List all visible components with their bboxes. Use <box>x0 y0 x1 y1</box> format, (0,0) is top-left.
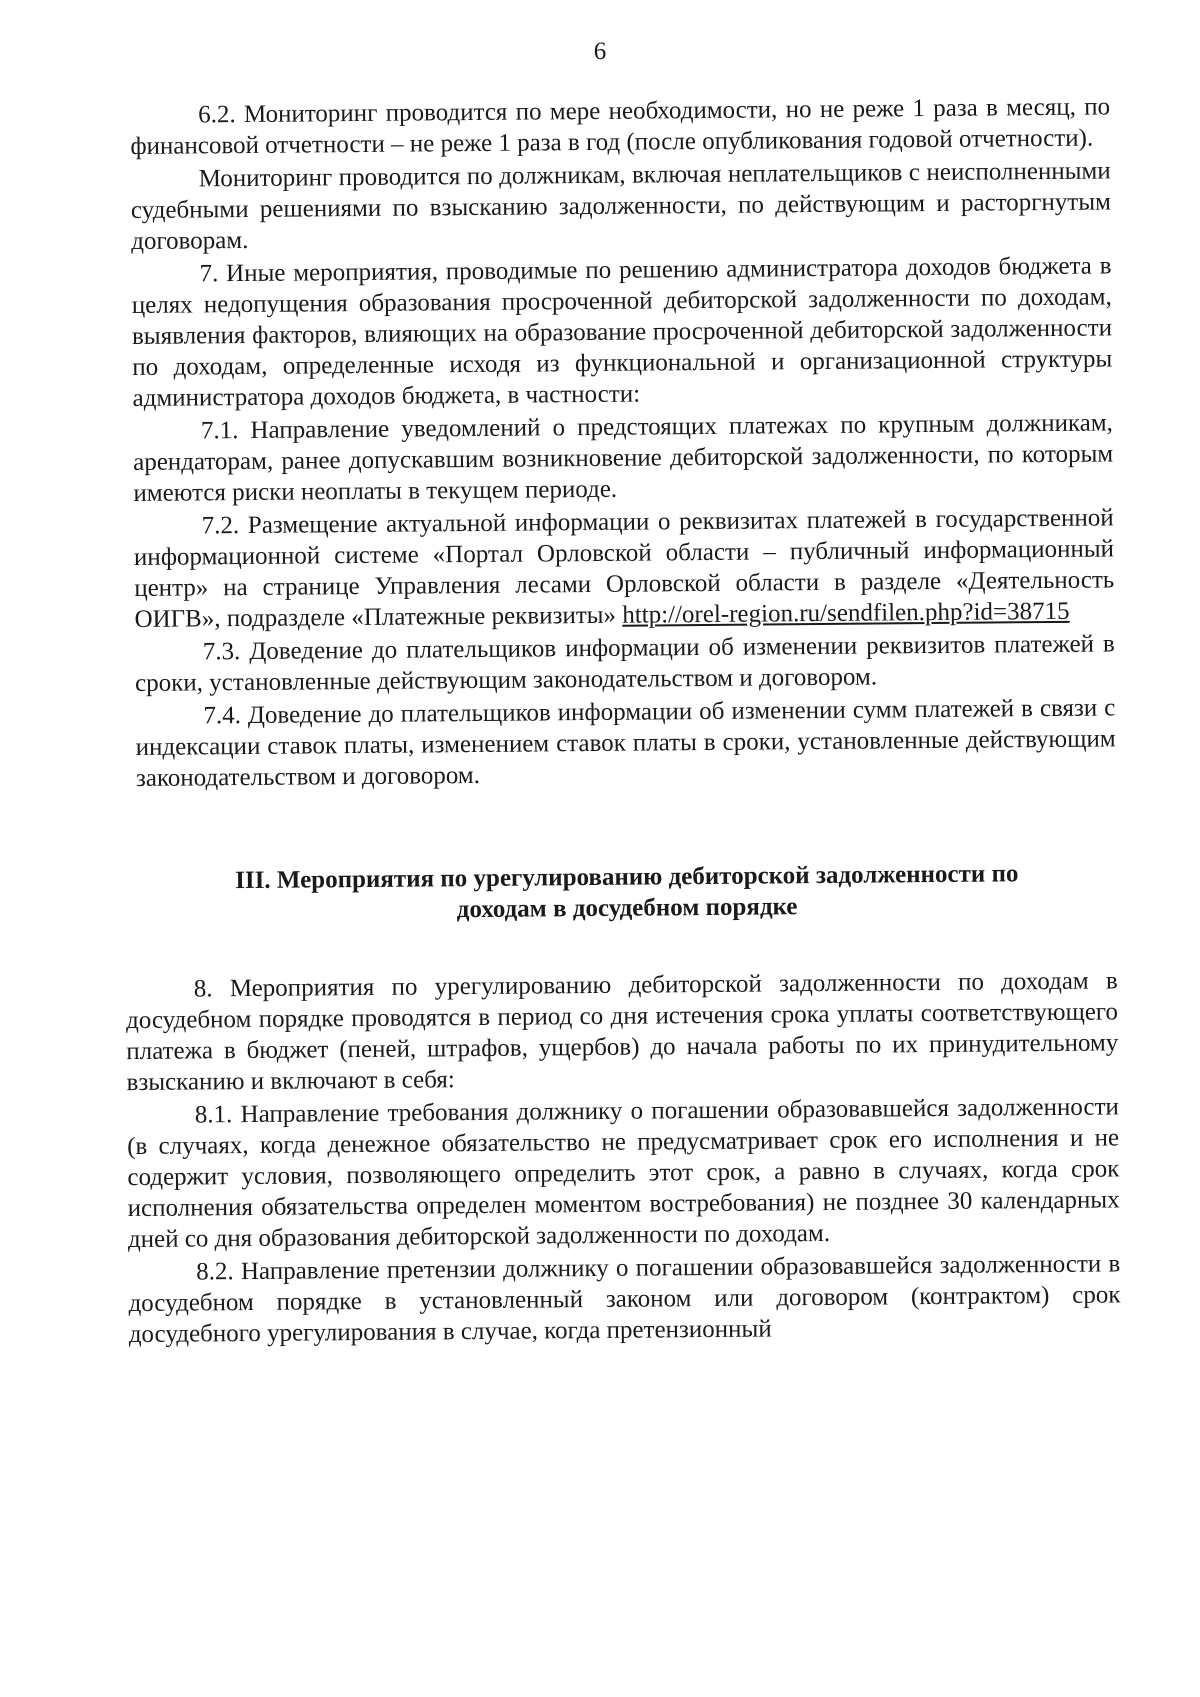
paragraph-8-1: 8.1. Направление требования должнику о погашении образовавшейся задолженности (в случаях, когда денежное обязательство не предусматривает срок его исполнения и не содержит условия, позволяющего определить этот срок, а равно в случаях, когда срок исполнения обязательства определен моментом востребования) не позднее 30 календарных дней со дня образования дебиторской задолженности по доходам. <box>127 1093 1120 1254</box>
paragraph-7-4: 7.4. Доведение до плательщиков информации об изменении сумм платежей в связи с индексации ставок платы, изменением ставок платы в сроки, установленные действующим законодательством и договором. <box>135 694 1116 792</box>
paragraph-7-2 <box>134 502 1115 635</box>
section-3-heading: III. Мероприятия по урегулированию дебиторской задолженности по доходам в досудебном порядке <box>235 860 1019 924</box>
payment-details-link[interactable]: http://orel-region.ru/sendfilen.php?id=38715 <box>622 597 1070 629</box>
paragraph-7: 7. Иные мероприятия, проводимые по решению администратора доходов бюджета в целях недопущения образования просроченной дебиторской задолженности по доходам, выявления факторов, влияющих на образование просроченной дебиторской задолженности по доходам, определенные исходя из функциональной и организационной структуры администратора доходов бюджета, в частности: <box>131 252 1113 412</box>
page-number: 6 <box>593 38 607 65</box>
document-body <box>125 91 1121 1350</box>
paragraph-7-2-text: 7.2. Размещение актуальной информации о реквизитах платежей в государственной информационной системе «Портал Орловской области – публичный информационный центр» на странице Управления лесами Орловской области в разделе «Деятельность ОИГВ», подразделе «Платежные реквизиты» <box>133 504 1115 633</box>
paragraph-7-3: 7.3. Доведение до плательщиков информации об изменении реквизитов платежей в сроки, установленные действующим законодательством и договором. <box>134 630 1115 697</box>
section-3-body <box>126 965 1121 1350</box>
paragraph-8: 8. Мероприятия по урегулированию дебиторской задолженности по доходам в досудебном порядке проводятся в период со дня истечения срока уплаты соответствующего платежа в бюджет (пеней, штрафов, ущербов) до начала работы по их принудительному взысканию и включают в себя: <box>125 967 1119 1097</box>
paragraph-7-1: 7.1. Направление уведомлений о предстоящих платежах по крупным должникам, арендаторам, ранее допускавшим возникновение дебиторской задолженности, по которым имеются риски неоплаты в текущем периоде. <box>133 409 1114 507</box>
paragraph-8-2: 8.2. Направление претензии должнику о погашении образовавшейся задолженности в досудебном порядке в установленный законом или договором (контрактом) срок досудебного урегулирования в случае, когда претензионный <box>128 1250 1121 1349</box>
paragraph-6-2-monitoring: Мониторинг проводится по должникам, включая неплательщиков с неисполненными судебными решениями по взысканию задолженности, по действующим и расторгнутым договорам. <box>130 157 1112 255</box>
paragraph-6-2: 6.2. Мониторинг проводится по мере необходимости, но не реже 1 раза в месяц, по финансовой отчетности – не реже 1 раза в год (после опубликования годовой отчетности). <box>130 93 1111 160</box>
